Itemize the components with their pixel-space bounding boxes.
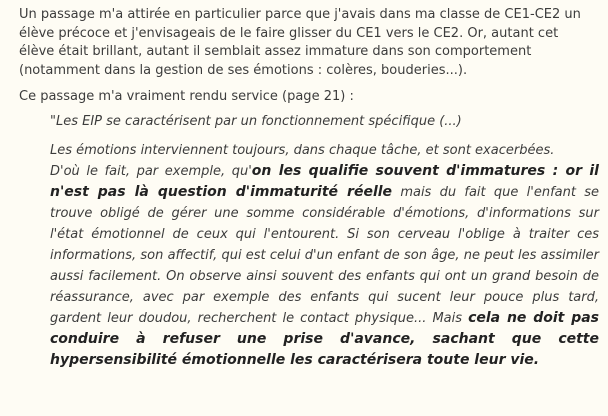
intro-paragraph <box>19 6 599 81</box>
quote-text: D'où le fait, par exemple, qu' <box>50 163 252 179</box>
quote-paragraph <box>50 140 599 371</box>
book-quote <box>50 113 599 371</box>
intro-line: (notamment dans la gestion de ses émotions : colères, bouderies...). <box>19 63 468 79</box>
intro-line: élève précoce et j'envisageais de le faire glisser du CE1 vers le CE2. Or, autant cet <box>19 25 559 41</box>
quote-line-1: Les émotions interviennent toujours, dans chaque tâche, et sont exacerbées. <box>50 142 555 158</box>
quote-text: mais du fait que l'enfant se trouve obligé de gérer une somme considérable d'émotions, d'informations sur l'état émotionnel de ceux qui l'entourent. Si son cerveau l'oblige à traiter ces informations, son affectif, qui est celui d'un enfant de son âge, ne peut les assimiler aussi facilement. On observe ainsi souvent des enfants qui ont un grand besoin de réassurance, avec par exemple des enfants qui sucent leur pouce plus tard, gardent leur doudou, recherchent le contact physique... Mais <box>50 184 599 326</box>
quote-emphasis-2: cela ne doit pas conduire à refuser une prise d'avance, sachant que cette hypersensibilité émotionnelle les caractérisera toute leur vie. <box>50 309 599 368</box>
intro-line: Un passage m'a attirée en particulier parce que j'avais dans ma classe de CE1-CE2 un <box>19 7 581 22</box>
quote-emphasis-1: on les qualifie souvent d'immatures : or il n'est pas là question d'immaturité réelle <box>50 162 599 200</box>
lead-sentence: Ce passage m'a vraiment rendu service (page 21) : <box>19 88 354 104</box>
quote-opening: "Les EIP se caractérisent par un fonctionnement spécifique (...) <box>50 113 462 129</box>
intro-line: élève était brillant, autant il semblait assez immature dans son comportement <box>19 44 532 60</box>
